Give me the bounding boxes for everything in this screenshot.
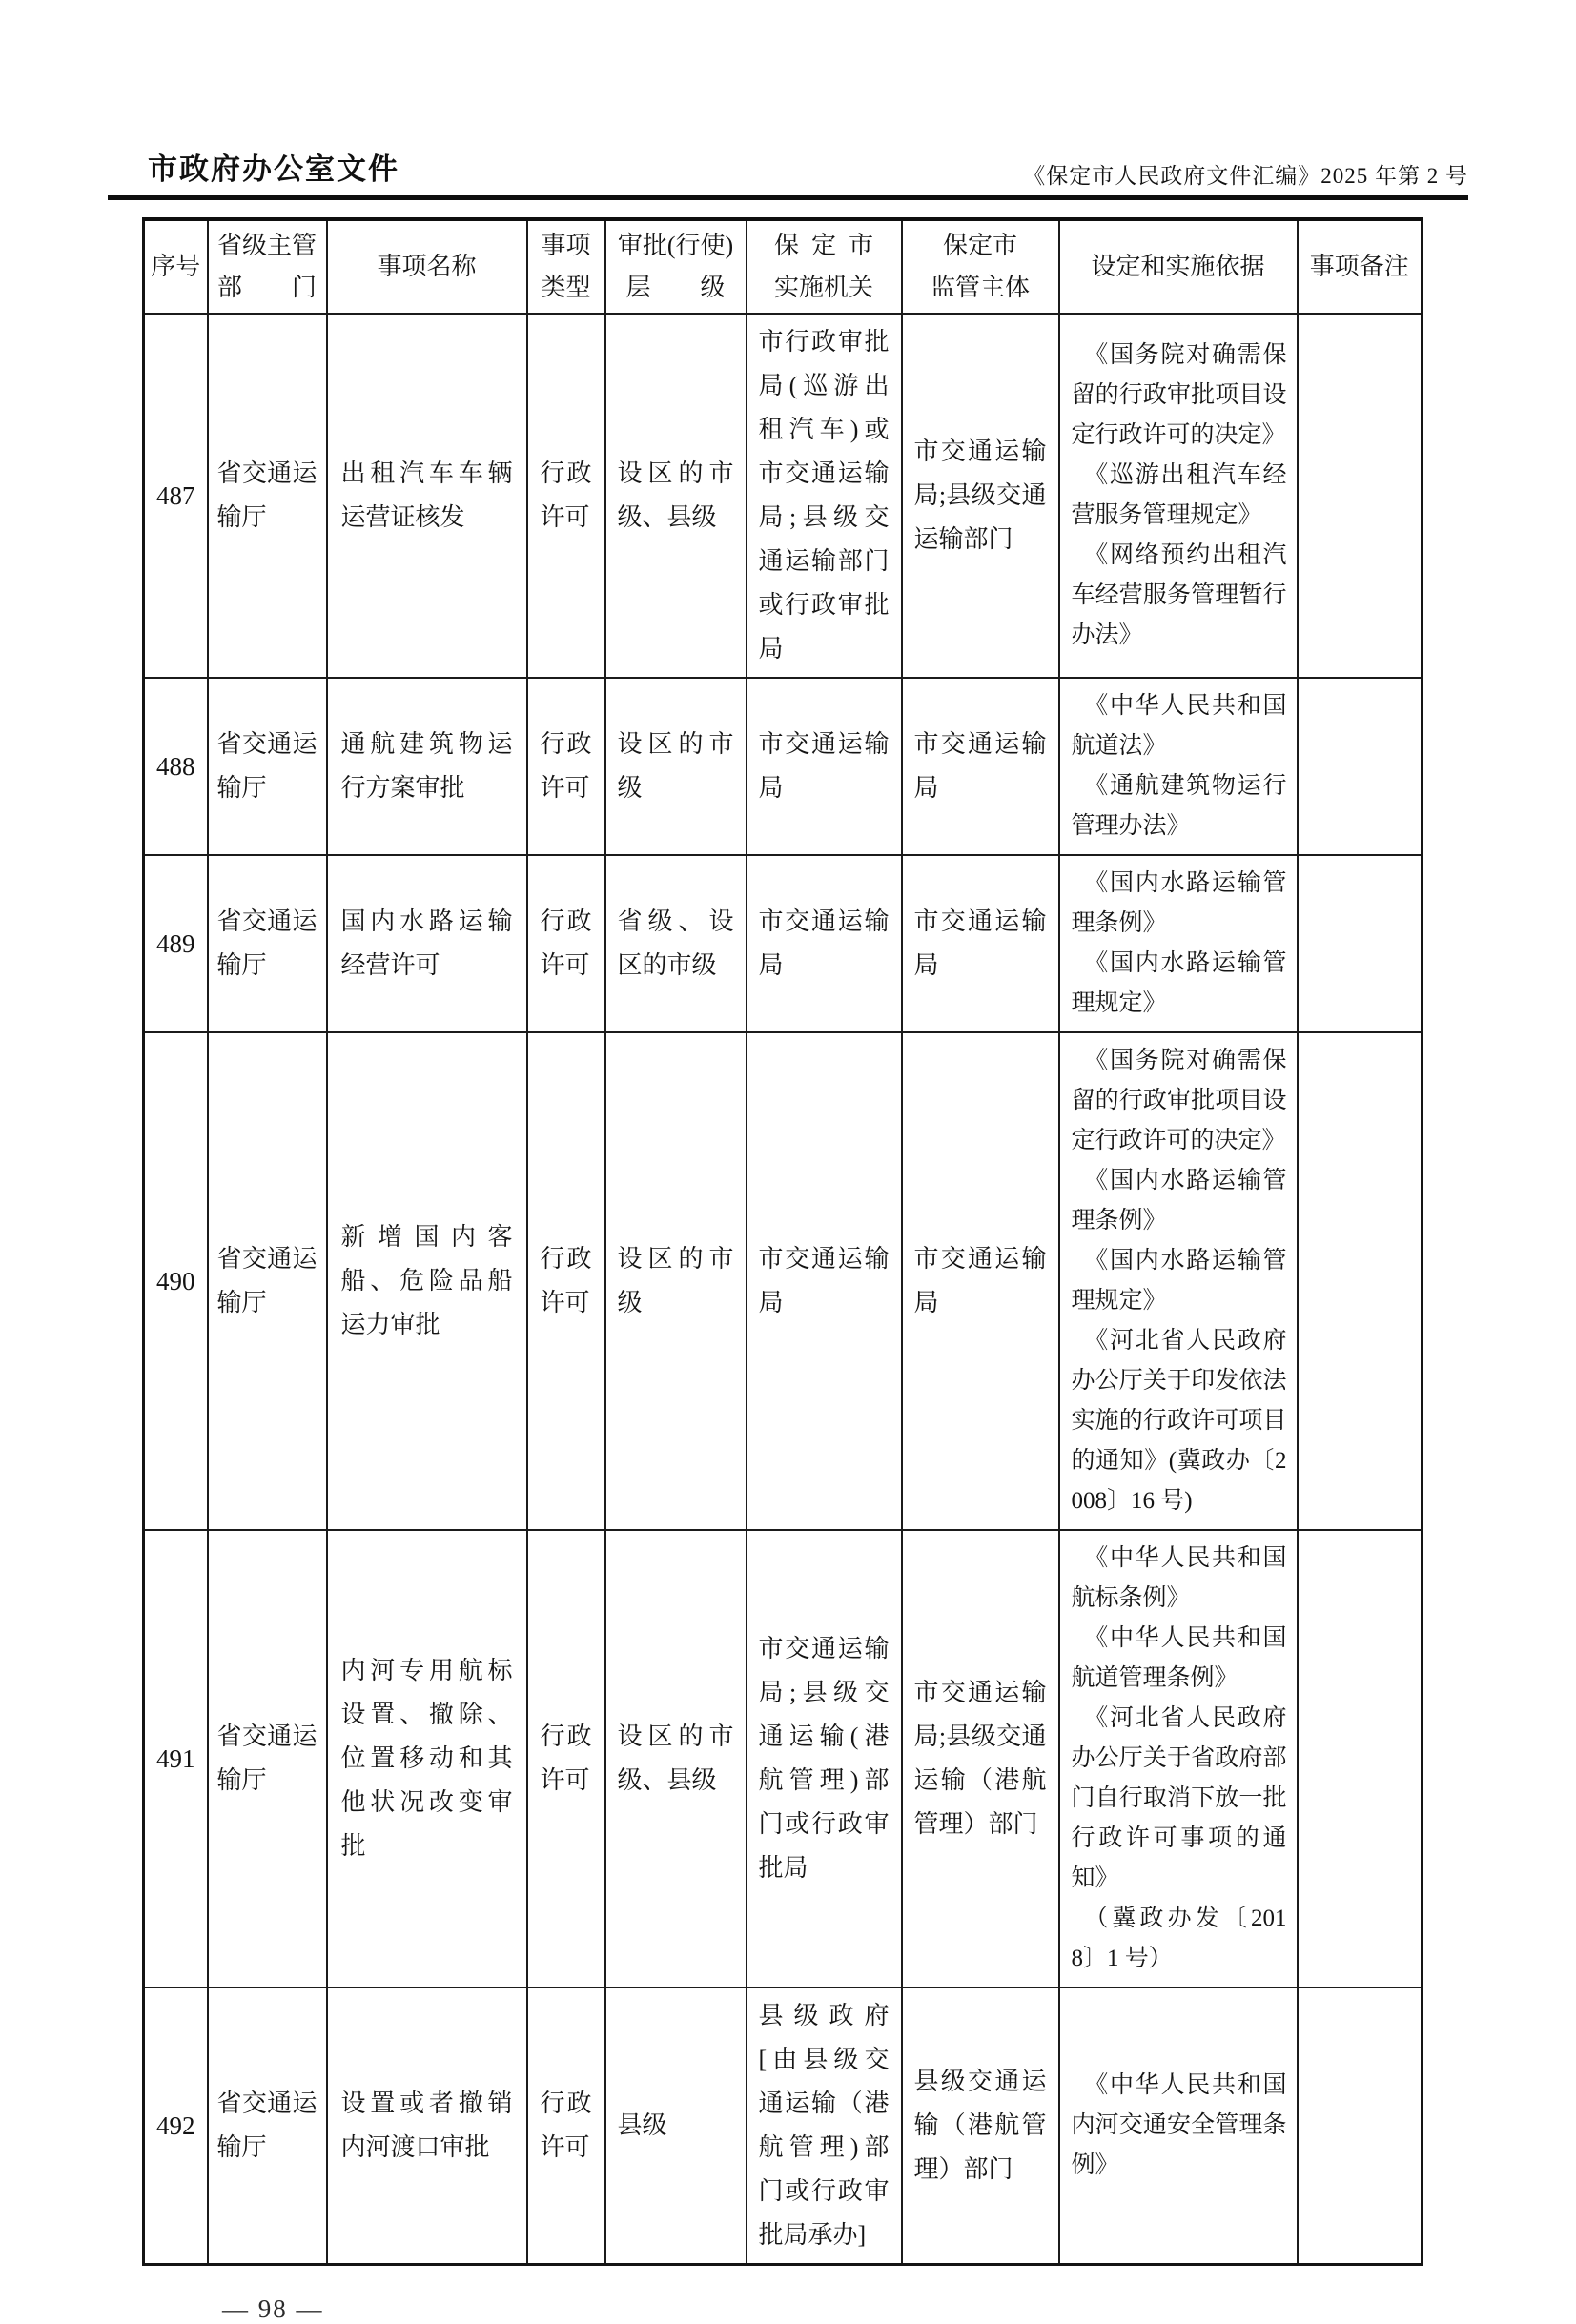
- table-row: [144, 1988, 1422, 2265]
- cell-basis: 《中华人民共和国航道法》 《通航建筑物运行管理办法》: [1059, 678, 1298, 855]
- cell-organ: 市交通运输局;县级交通运输(港航管理)部门或行政审批局: [747, 1530, 902, 1988]
- page-header-right: 《保定市人民政府文件汇编》2025 年第 2 号: [1023, 164, 1468, 188]
- cell-supervisor: 市交通运输局;县级交通运输（港航管理）部门: [902, 1530, 1059, 1988]
- cell-no: 488: [144, 678, 208, 855]
- header-row: [144, 219, 1422, 314]
- cell-note: [1298, 678, 1422, 855]
- cell-type: 行政许可: [527, 855, 605, 1032]
- cell-note: [1298, 1530, 1422, 1988]
- cell-level: 设区的市级: [605, 1032, 747, 1530]
- cell-supervisor: 市交通运输局: [902, 678, 1059, 855]
- cell-basis: 《国务院对确需保留的行政审批项目设定行政许可的决定》 《国内水路运输管理条例》 《国内水路运输管理规定》 《河北省人民政府办公厅关于印发依法实施的行政许可项目的通知》(冀政办〔2008〕16 号): [1059, 1032, 1298, 1530]
- cell-dept: 省交通运输厅: [208, 1988, 327, 2265]
- cell-supervisor: 市交通运输局: [902, 855, 1059, 1032]
- cell-level: 设区的市级: [605, 678, 747, 855]
- cell-name: 设置或者撤销内河渡口审批: [327, 1988, 527, 2265]
- cell-note: [1298, 1988, 1422, 2265]
- cell-basis: 《国务院对确需保留的行政审批项目设定行政许可的决定》 《巡游出租汽车经营服务管理规定》 《网络预约出租汽车经营服务管理暂行办法》: [1059, 314, 1298, 678]
- cell-type: 行政许可: [527, 1032, 605, 1530]
- cell-level: 省级、设区的市级: [605, 855, 747, 1032]
- cell-note: [1298, 1032, 1422, 1530]
- cell-organ: 市行政审批局(巡游出租汽车)或市交通运输局;县级交通运输部门或行政审批局: [747, 314, 902, 678]
- cell-organ: 市交通运输局: [747, 855, 902, 1032]
- cell-organ: 市交通运输局: [747, 678, 902, 855]
- cell-organ: 市交通运输局: [747, 1032, 902, 1530]
- col-header-note: 事项备注: [1298, 219, 1422, 314]
- cell-dept: 省交通运输厅: [208, 314, 327, 678]
- col-header-supervisor: 保定市 监管主体: [902, 219, 1059, 314]
- table-header: [144, 219, 1422, 314]
- header-rule: [108, 195, 1468, 200]
- cell-dept: 省交通运输厅: [208, 678, 327, 855]
- cell-name: 通航建筑物运行方案审批: [327, 678, 527, 855]
- cell-supervisor: 县级交通运输（港航管理）部门: [902, 1988, 1059, 2265]
- cell-type: 行政许可: [527, 314, 605, 678]
- table-row: [144, 1530, 1422, 1988]
- cell-name: 内河专用航标设置、撤除、位置移动和其他状况改变审批: [327, 1530, 527, 1988]
- cell-supervisor: 市交通运输局;县级交通运输部门: [902, 314, 1059, 678]
- cell-no: 489: [144, 855, 208, 1032]
- col-header-name: 事项名称: [327, 219, 527, 314]
- page-header-left: 市政府办公室文件: [148, 153, 399, 186]
- cell-note: [1298, 855, 1422, 1032]
- cell-no: 487: [144, 314, 208, 678]
- cell-type: 行政许可: [527, 678, 605, 855]
- cell-dept: 省交通运输厅: [208, 1032, 327, 1530]
- page-number: — 98 —: [222, 2294, 324, 2323]
- cell-dept: 省交通运输厅: [208, 855, 327, 1032]
- col-header-level: 审批(行使) 层级: [605, 219, 747, 314]
- cell-level: 设区的市级、县级: [605, 314, 747, 678]
- table-row: [144, 855, 1422, 1032]
- table-row: [144, 314, 1422, 678]
- col-header-dept: 省级主管 部门: [208, 219, 327, 314]
- cell-basis: 《中华人民共和国航标条例》 《中华人民共和国航道管理条例》 《河北省人民政府办公厅关于省政府部门自行取消下放一批行政许可事项的通知》 （冀政办发〔2018〕1 号）: [1059, 1530, 1298, 1988]
- col-header-organ: 保定市 实施机关: [747, 219, 902, 314]
- approval-items-table: [142, 217, 1423, 2266]
- cell-type: 行政许可: [527, 1530, 605, 1988]
- cell-name: 国内水路运输经营许可: [327, 855, 527, 1032]
- table-row: [144, 1032, 1422, 1530]
- cell-type: 行政许可: [527, 1988, 605, 2265]
- cell-name: 新增国内客船、危险品船运力审批: [327, 1032, 527, 1530]
- cell-level: 县级: [605, 1988, 747, 2265]
- cell-level: 设区的市级、县级: [605, 1530, 747, 1988]
- cell-note: [1298, 314, 1422, 678]
- col-header-no: 序号: [144, 219, 208, 314]
- cell-no: 490: [144, 1032, 208, 1530]
- cell-basis: 《中华人民共和国内河交通安全管理条例》: [1059, 1988, 1298, 2265]
- cell-organ: 县级政府[由县级交通运输（港航管理)部门或行政审批局承办]: [747, 1988, 902, 2265]
- cell-name: 出租汽车车辆运营证核发: [327, 314, 527, 678]
- cell-no: 491: [144, 1530, 208, 1988]
- cell-no: 492: [144, 1988, 208, 2265]
- cell-dept: 省交通运输厅: [208, 1530, 327, 1988]
- col-header-type: 事项 类型: [527, 219, 605, 314]
- cell-supervisor: 市交通运输局: [902, 1032, 1059, 1530]
- table-row: [144, 678, 1422, 855]
- cell-basis: 《国内水路运输管理条例》 《国内水路运输管理规定》: [1059, 855, 1298, 1032]
- table-body: [144, 314, 1422, 2265]
- col-header-basis: 设定和实施依据: [1059, 219, 1298, 314]
